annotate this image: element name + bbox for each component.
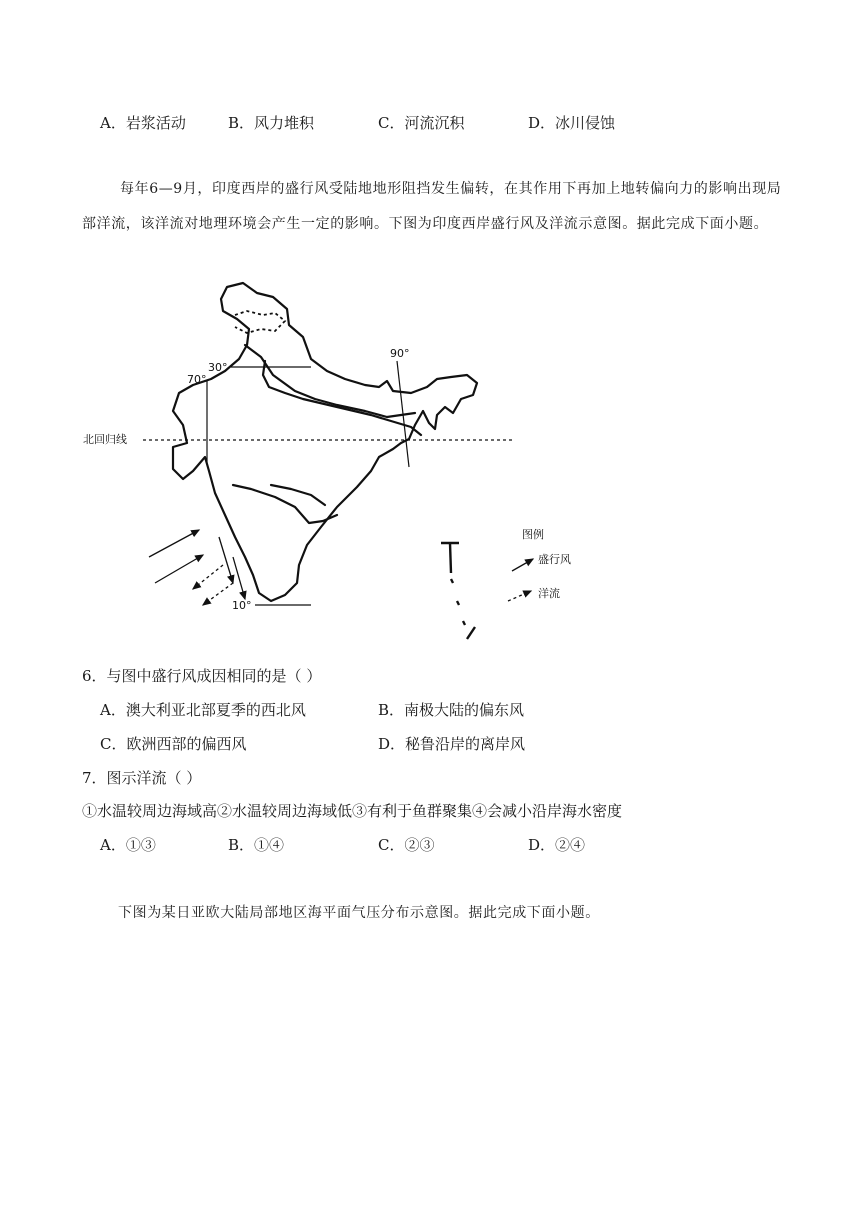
q6-option-c: C．欧洲西部的偏西风 <box>100 735 247 753</box>
lon70-label: 70° <box>187 373 207 386</box>
q5-option-b: B．风力堆积 <box>228 114 315 132</box>
intro-paragraph: 每年6—9月，印度西岸的盛行风受陆地地形阻挡发生偏转，在其作用下再加上地转偏向力的影响出现局部洋流，该洋流对地理环境会产生一定的影响。下图为印度西岸盛行风及洋流示意图。据此完成下面小题。 <box>82 181 782 232</box>
prevailing-wind-arrows <box>149 530 245 599</box>
river-deccan <box>233 485 337 523</box>
q6-option-d: D．秘鲁沿岸的离岸风 <box>378 735 526 753</box>
q7-option-a: A．①③ <box>100 836 156 854</box>
lat30-label: 30° <box>208 361 228 374</box>
ocean-current-arrows <box>193 565 233 605</box>
lat10-label: 10° <box>232 599 252 612</box>
q5-option-d: D．冰川侵蚀 <box>528 114 616 132</box>
q7-stem: 7．图示洋流（ ） <box>82 769 202 787</box>
q5-option-c: C．河流沉积 <box>378 114 465 132</box>
q7-option-b: B．①④ <box>228 836 285 854</box>
legend-title: 图例 <box>522 528 544 541</box>
q6-option-b: B．南极大陆的偏东风 <box>378 701 525 719</box>
india-outline <box>173 283 477 601</box>
tropic-label: 北回归线 <box>83 433 127 446</box>
kashmir-border <box>235 311 285 333</box>
island-marks <box>441 543 475 639</box>
q7-statements: ①水温较周边海域高②水温较周边海域低③有利于鱼群聚集④会减小沿岸海水密度 <box>82 802 623 820</box>
q6-stem: 6．与图中盛行风成因相同的是（ ） <box>82 667 322 685</box>
legend-current-symbol <box>508 591 531 601</box>
q6-option-a: A．澳大利亚北部夏季的西北风 <box>100 701 306 719</box>
india-monsoon-map <box>75 275 575 650</box>
legend-current-label: 洋流 <box>538 587 560 600</box>
river-ganges <box>263 361 421 435</box>
legend-wind-symbol <box>512 559 533 571</box>
legend-wind-label: 盛行风 <box>538 553 571 566</box>
q7-option-c: C．②③ <box>378 836 435 854</box>
q5-option-a: A．岩浆活动 <box>100 114 186 132</box>
lon90-label: 90° <box>390 347 410 360</box>
next-intro: 下图为某日亚欧大陆局部地区海平面气压分布示意图。据此完成下面小题。 <box>118 905 600 921</box>
river-deccan-2 <box>271 485 325 505</box>
legend <box>508 527 571 601</box>
q7-option-d: D．②④ <box>528 836 586 854</box>
